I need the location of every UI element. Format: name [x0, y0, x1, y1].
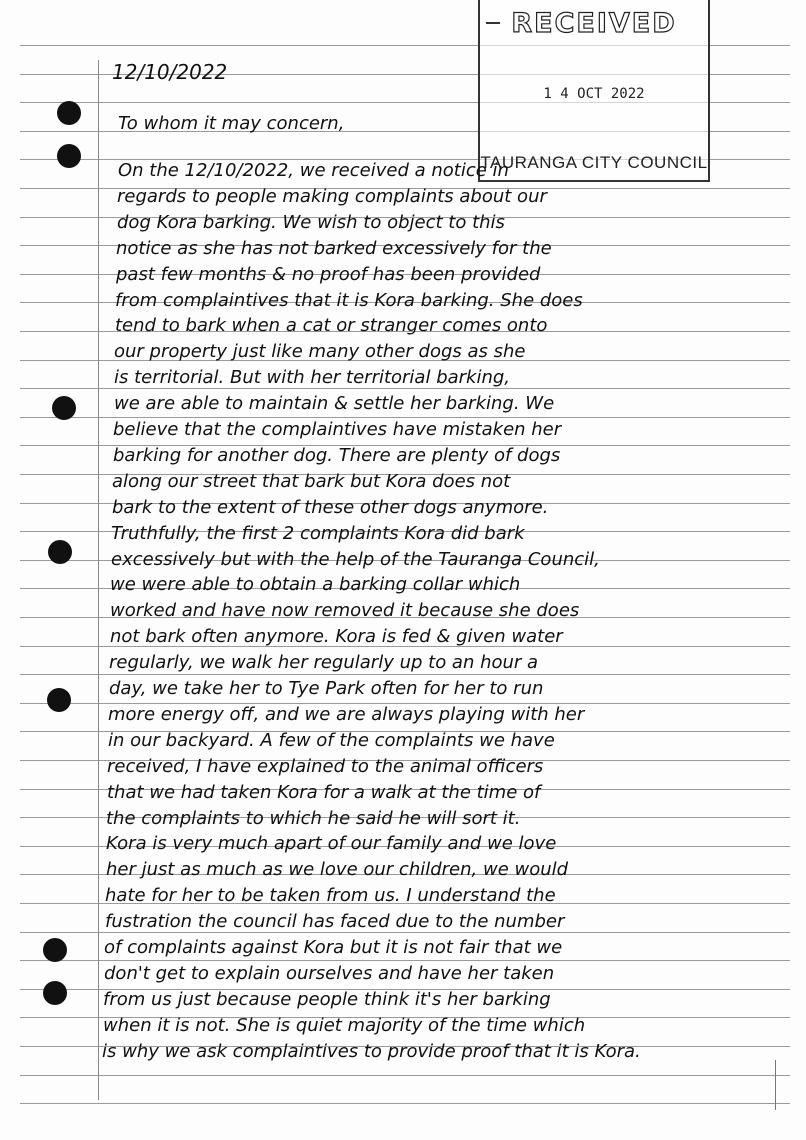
ruled-line [20, 674, 790, 675]
ruled-line [20, 388, 790, 389]
binder-hole [47, 688, 71, 712]
stamp-organization: TAURANGA CITY COUNCIL [480, 153, 708, 172]
letter-line: past few months & no proof has been provided [116, 263, 541, 285]
letter-line: received, I have explained to the animal officers [107, 755, 544, 777]
stamp-title: RECEIVED [511, 8, 677, 39]
letter-line: On the 12/10/2022, we received a notice in [118, 160, 509, 181]
letter-date: 12/10/2022 [112, 60, 228, 84]
binder-hole [57, 101, 81, 125]
binder-hole [48, 540, 72, 564]
ruled-line [20, 1075, 790, 1076]
letter-line: from us just because people think it's her barking [103, 988, 551, 1010]
binder-hole [43, 981, 67, 1005]
letter-line: Truthfully, the first 2 complaints Kora did bark [111, 522, 525, 544]
letter-line: fustration the council has faced due to the number [105, 911, 565, 933]
ruled-line [20, 960, 790, 961]
letter-line: from complaintives that it is Kora barking. She does [115, 289, 583, 311]
letter-line: that we had taken Kora for a walk at the time of [107, 781, 541, 803]
letter-line: Kora is very much apart of our family and we love [106, 833, 557, 855]
letter-line: our property just like many other dogs as she [114, 341, 526, 363]
letter-line: her just as much as we love our children, we would [106, 859, 569, 881]
binder-hole [52, 396, 76, 420]
letter-line: regards to people making complaints about our [117, 185, 547, 207]
letter-line: regularly, we walk her regularly up to an hour a [109, 652, 539, 674]
letter-line: we were able to obtain a barking collar which [110, 574, 521, 596]
stamp-date: 1 4 OCT 2022 [543, 86, 645, 102]
letter-line: when it is not. She is quiet majority of the time which [103, 1014, 586, 1036]
binder-hole [43, 938, 67, 962]
received-stamp [478, 0, 710, 182]
letter-line: dog Kora barking. We wish to object to this [117, 211, 505, 233]
page-edge-mark [775, 1060, 786, 1110]
letter-line: is why we ask complaintives to provide proof that it is Kora. [102, 1040, 641, 1062]
letter-line: the complaints to which he said he will sort it. [106, 807, 521, 829]
salutation: To whom it may concern, [118, 113, 345, 134]
letter-line: we are able to maintain & settle her barking. We [114, 393, 555, 415]
letter-line: more energy off, and we are always playing with her [108, 703, 585, 725]
binder-hole [57, 144, 81, 168]
letter-line: in our backyard. A few of the complaints we have [108, 729, 555, 751]
letter-line: believe that the complaintives have mistaken her [113, 419, 562, 440]
letter-line: don't get to explain ourselves and have her taken [104, 962, 555, 984]
letter-line: bark to the extent of these other dogs anymore. [112, 496, 549, 518]
ruled-line [20, 1103, 790, 1104]
letter-line: day, we take her to Tye Park often for her to run [109, 678, 544, 699]
letter-line: notice as she has not barked excessively for the [116, 237, 552, 259]
letter-line: barking for another dog. There are plenty of dogs [113, 444, 561, 466]
letter-line: excessively but with the help of the Tauranga Council, [111, 548, 600, 570]
letter-line: not bark often anymore. Kora is fed & given water [110, 626, 563, 648]
letter-line: along our street that bark but Kora does not [112, 470, 511, 492]
margin-line [98, 60, 99, 1100]
ruled-line [20, 417, 790, 418]
letter-line: tend to bark when a cat or stranger comes onto [115, 315, 548, 337]
letter-line: hate for her to be taken from us. I understand the [105, 885, 556, 907]
letter-line: is territorial. But with her territorial barking, [114, 367, 511, 389]
letter-line: worked and have now removed it because she does [110, 600, 580, 622]
letter-line: of complaints against Kora but it is not fair that we [104, 937, 563, 958]
